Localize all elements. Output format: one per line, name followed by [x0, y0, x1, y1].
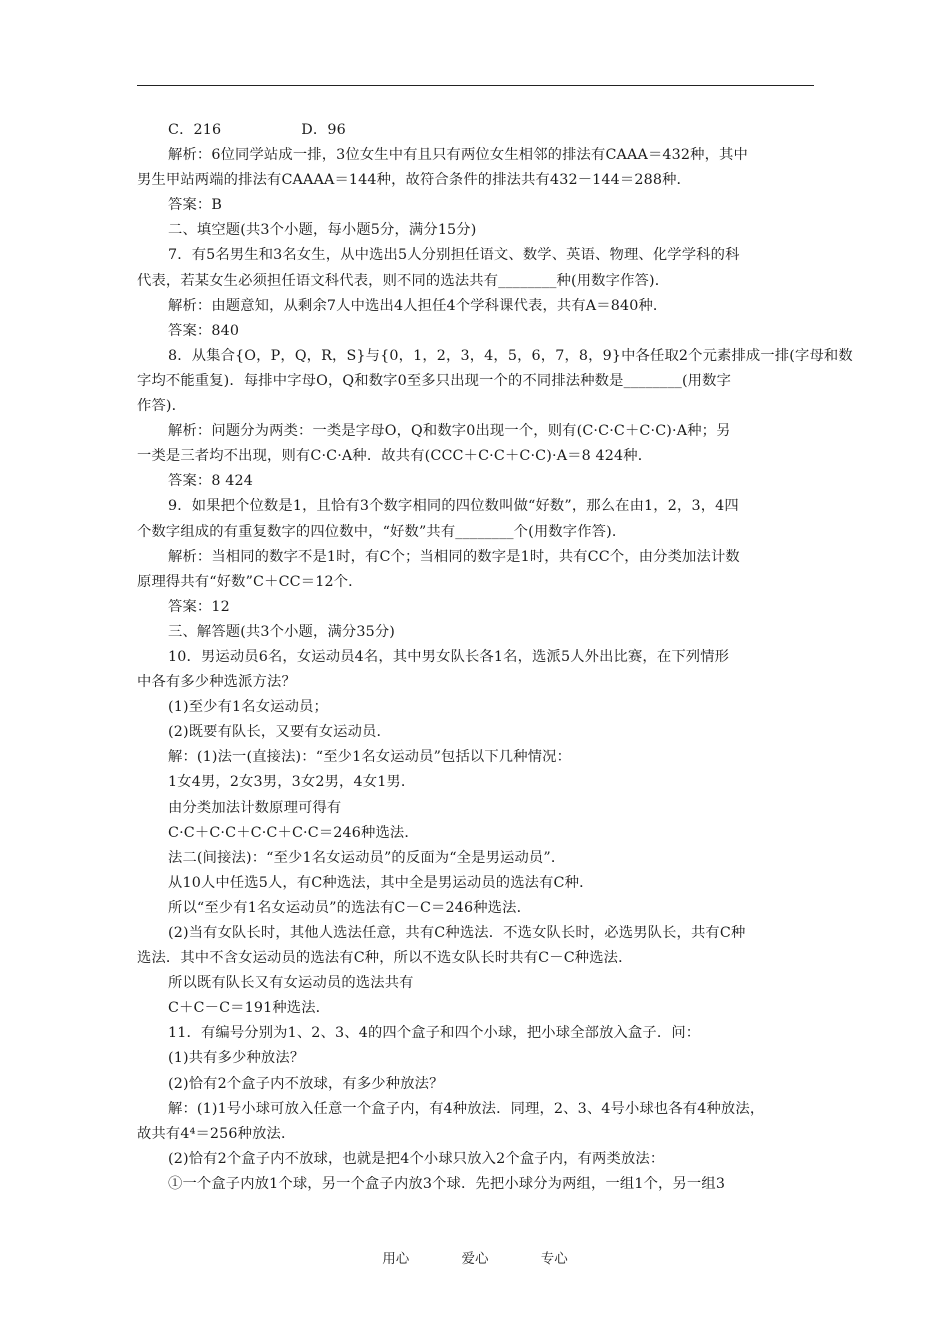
- paragraph-line: 一类是三者均不出现，则有C·C·A种．故共有(CCC＋C·C＋C·C)·A＝8 424种．: [137, 448, 653, 465]
- paragraph-line: (2)恰有2个盒子内不放球，也就是把4个小球只放入2个盒子内，有两类放法：: [168, 1150, 665, 1167]
- paragraph-line: 故共有4⁴＝256种放法．: [137, 1125, 296, 1142]
- answer-line: 答案：840: [168, 322, 240, 339]
- paragraph-line: C＋C－C＝191种选法．: [168, 1000, 331, 1017]
- footer-text: 专心: [540, 1251, 568, 1267]
- header-rule: [137, 85, 814, 86]
- footer-text: 爱心: [461, 1251, 489, 1267]
- question-line: (1)共有多少种放法？: [168, 1050, 305, 1067]
- question-line: (1)至少有1名女运动员；: [168, 699, 328, 716]
- paragraph-line: 男生甲站两端的排法有CAAAA＝144种，故符合条件的排法共有432－144＝288种．: [137, 172, 692, 189]
- answer-line: 答案：8 424: [168, 473, 254, 490]
- paragraph-line: ①一个盒子内放1个球，另一个盒子内放3个球．先把小球分为两组，一组1个，另一组3: [168, 1175, 726, 1192]
- question-line: 11．有编号分别为1、2、3、4的四个盒子和四个小球，把小球全部放入盒子．问：: [168, 1025, 701, 1042]
- paragraph-line: C·C＋C·C＋C·C＋C·C＝246种选法．: [168, 824, 419, 841]
- paragraph-line: 选法．其中不含女运动员的选法有C种，所以不选女队长时共有C－C种选法．: [137, 950, 633, 967]
- paragraph-line: 解析：6位同学站成一排，3位女生中有且只有两位女生相邻的排法有CAAA＝432种，其中: [168, 147, 748, 164]
- paragraph-line: 从10人中任选5人，有C种选法，其中全是男运动员的选法有C种．: [168, 874, 594, 891]
- document-body: [137, 118, 853, 1197]
- question-line: (2)既要有队长，又要有女运动员．: [168, 724, 391, 741]
- paragraph-line: 1女4男，2女3男，3女2男，4女1男．: [168, 774, 416, 791]
- question-line: 8．从集合{O，P，Q，R，S}与{0，1，2，3，4，5，6，7，8，9}中各任取2个元素排成一排(字母和数: [168, 347, 853, 364]
- answer-line: 答案：12: [168, 598, 230, 615]
- question-line: 作答)．: [137, 398, 187, 415]
- answer-line: 答案：B: [168, 197, 222, 214]
- paragraph-line: 由分类加法计数原理可得有: [168, 799, 342, 816]
- paragraph-line: 解析：由题意知，从剩余7人中选出4人担任4个学科课代表，共有A＝840种．: [168, 297, 668, 314]
- question-line: 中各有多少种选派方法？: [137, 674, 296, 691]
- question-line: 10．男运动员6名，女运动员4名，其中男女队长各1名，选派5人外出比赛，在下列情形: [168, 648, 730, 665]
- question-line: 7．有5名男生和3名女生，从中选出5人分别担任语文、数学、英语、物理、化学学科的科: [168, 247, 740, 264]
- choice-d: D．96: [301, 122, 346, 138]
- paragraph-line: 法二(间接法)：“至少1名女运动员”的反面为“全是男运动员”．: [168, 849, 566, 866]
- answer-choices: [137, 118, 817, 143]
- paragraph-line: 原理得共有“好数”C＋CC＝12个．: [137, 573, 363, 590]
- paragraph-line: (2)当有女队长时，其他人选法任意，共有C种选法．不选女队长时，必选男队长，共有C种: [168, 925, 746, 941]
- question-line: 个数字组成的有重复数字的四位数中，“好数”共有________个(用数字作答)．: [137, 523, 627, 540]
- footer-text: 用心: [382, 1251, 410, 1267]
- paragraph-line: 解：(1)1号小球可放入任意一个盒子内，有4种放法．同理，2、3、4号小球也各有4种放法，: [168, 1100, 765, 1117]
- choice-c: C．216: [168, 122, 222, 138]
- paragraph-line: 所以既有队长又有女运动员的选法共有: [168, 975, 414, 992]
- section-heading: 三、解答题(共3个小题，满分35分): [168, 623, 396, 640]
- paragraph-line: 解析：问题分为两类：一类是字母O，Q和数字0出现一个，则有(C·C·C＋C·C)·A种；另: [168, 423, 731, 440]
- question-line: 字均不能重复)．每排中字母O，Q和数字0至多只出现一个的不同排法种数是________(用数字: [137, 372, 732, 389]
- question-line: 9．如果把个位数是1，且恰有3个数字相同的四位数叫做“好数”，那么在由1，2，3，4四: [168, 498, 739, 515]
- paragraph-line: 所以“至少有1名女运动员”的选法有C－C＝246种选法．: [168, 899, 532, 916]
- paragraph-line: 解：(1)法一(直接法)：“至少1名女运动员”包括以下几种情况：: [168, 749, 572, 766]
- page-footer: [0, 1247, 950, 1267]
- paragraph-line: 解析：当相同的数字不是1时，有C个；当相同的数字是1时，共有CC个，由分类加法计数: [168, 548, 740, 565]
- section-heading: 二、填空题(共3个小题，每小题5分，满分15分): [168, 222, 477, 239]
- question-line: 代表，若某女生必须担任语文科代表，则不同的选法共有________种(用数字作答)．: [137, 272, 670, 289]
- question-line: (2)恰有2个盒子内不放球，有多少种放法？: [168, 1075, 444, 1092]
